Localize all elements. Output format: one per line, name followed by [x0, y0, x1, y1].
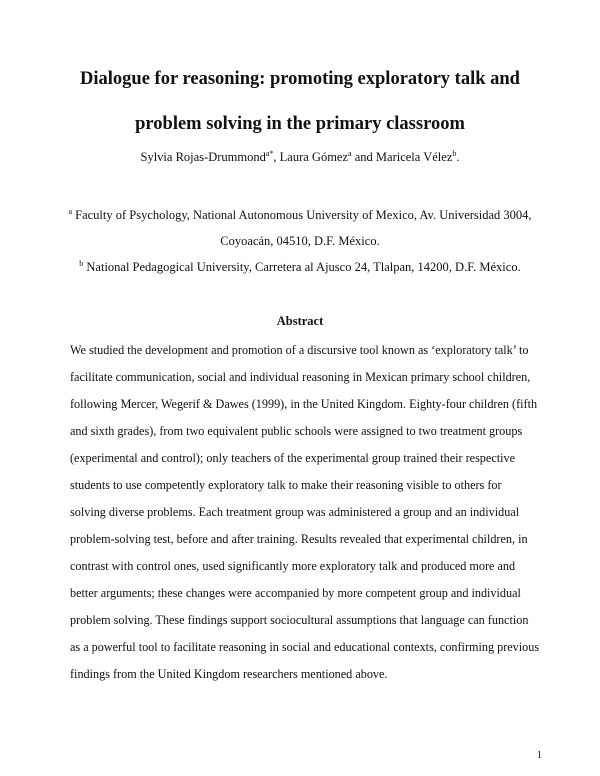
author-list [0, 150, 600, 165]
author-name: Maricela Vélez [375, 150, 453, 164]
affiliation-text: Faculty of Psychology, National Autonomous University of Mexico, Av. Universidad 3004, [72, 208, 532, 222]
author-list-end: . [456, 150, 460, 164]
affiliation-b [40, 259, 560, 275]
page-number: 1 [536, 750, 542, 761]
abstract-body: We studied the development and promotion of a discursive tool known as ‘exploratory talk’ to facilitate communication, social and individual reasoning in Mexican primary school children, following Mercer, Wegerif & Dawes (1999), in the United Kingdom. Eighty-four children (fifth and sixth grades), from two equivalent public schools were assigned to two treatment groups (experimental and control); only teachers of the experimental group trained their respective students to use competently exploratory talk to make their reasoning visible to others for solving diverse problems. Each treatment group was administered a group and an individual problem-solving test, before and after training. Results revealed that experimental children, in contrast with control ones, used significantly more exploratory talk and produced more and better arguments; these changes were accompanied by more competent group and individual problem solving. These findings support sociocultural assumptions that language can function as a powerful tool to facilitate reasoning in social and educational contexts, confirming previous findings from the United Kingdom researchers mentioned above. [70, 343, 540, 681]
affiliation-marker: a [68, 206, 72, 216]
affiliation-marker: a [348, 148, 352, 158]
affiliation-a-line-1 [40, 207, 560, 223]
affiliation-text: National Pedagogical University, Carretera al Ajusco 24, Tlalpan, 14200, D.F. México. [83, 260, 521, 274]
paper-title-line-2: problem solving in the primary classroom [135, 114, 465, 134]
affiliation-marker: b [452, 148, 457, 158]
affiliation-a-line-2: Coyoacán, 04510, D.F. México. [220, 234, 380, 248]
author-separator: and [351, 150, 376, 164]
author-name: Sylvia Rojas-Drummond [140, 150, 266, 164]
affiliation-marker: a* [265, 148, 274, 158]
paper-title-line-1: Dialogue for reasoning: promoting exploratory talk and [80, 69, 520, 89]
author-name: Laura Gómez [279, 150, 349, 164]
author-separator: , [273, 150, 280, 164]
affiliation-marker: b [79, 258, 84, 268]
abstract-heading: Abstract [276, 314, 324, 328]
